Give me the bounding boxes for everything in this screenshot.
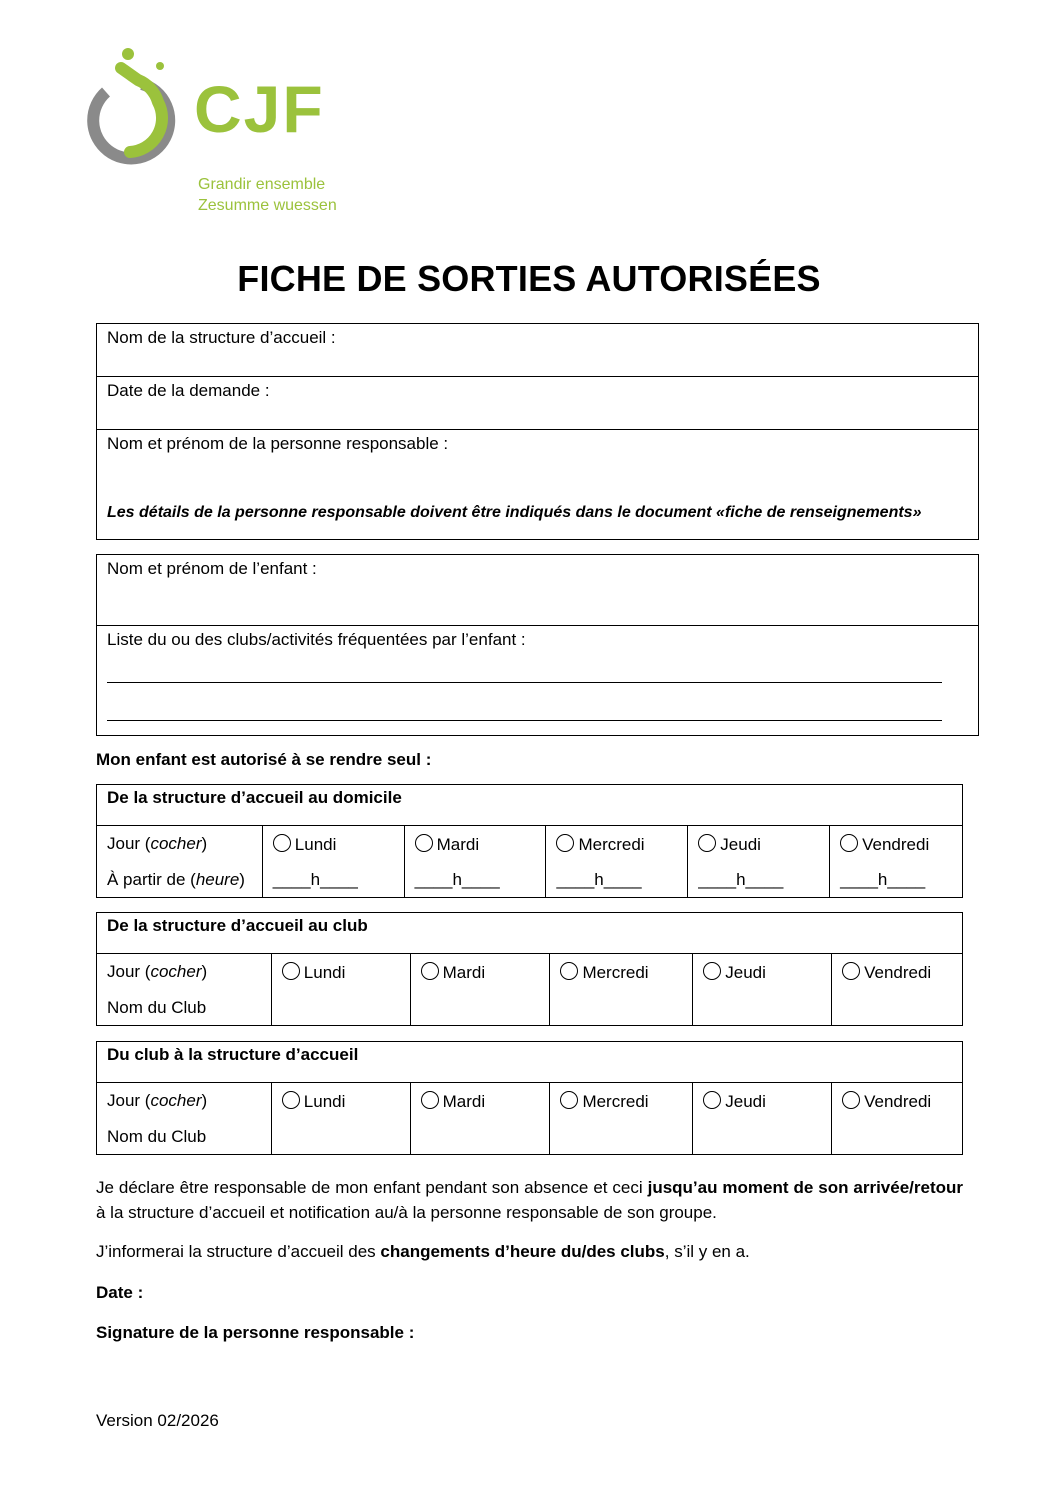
child-info-table [96,554,979,736]
row-labels [97,1083,272,1155]
day-cell-jeudi[interactable] [693,1083,832,1155]
day-cell-vendredi[interactable] [832,954,963,1026]
day-checkbox-mardi[interactable]: Mardi [415,834,480,855]
day-cell-vendredi[interactable] [832,1083,963,1155]
time-field-mardi[interactable]: ____h____ [414,870,500,889]
radio-circle-icon[interactable] [282,1091,300,1109]
day-checkbox-lundi[interactable]: Lundi [273,834,337,855]
day-cell-jeudi [688,826,830,898]
authorized-heading: Mon enfant est autorisé à se rendre seul : [96,750,432,769]
day-checkbox-vendredi[interactable]: Vendredi [840,834,929,855]
signature-label: Signature de la personne responsable : [96,1323,415,1342]
logo-brand: CJF [194,72,325,146]
radio-circle-icon[interactable] [556,834,574,852]
day-checkbox-mardi[interactable]: Mardi [421,1091,486,1112]
time-field-jeudi[interactable]: ____h____ [698,870,784,889]
day-label: Jour (cocher) [107,1091,208,1110]
cjf-logo [86,40,366,220]
from-label: À partir de (heure) [107,870,245,889]
radio-circle-icon[interactable] [273,834,291,852]
clubs-entry-line-1[interactable] [107,682,942,683]
schedule-from-club-table [96,1041,963,1155]
day-cell-mercredi[interactable] [550,1083,693,1155]
responsible-note: Les détails de la personne responsable doivent être indiqués dans le document «fiche de renseignements» [107,504,922,521]
time-field-vendredi[interactable]: ____h____ [840,870,926,889]
day-checkbox-vendredi[interactable]: Vendredi [842,962,931,983]
schedule-to-club-table [96,912,963,1026]
day-cell-lundi[interactable] [271,954,410,1026]
radio-circle-icon[interactable] [703,962,721,980]
row-labels [97,954,272,1026]
day-cell-mercredi[interactable] [550,954,693,1026]
structure-name-field[interactable] [97,324,979,377]
radio-circle-icon[interactable] [560,962,578,980]
schedule-home-table [96,784,963,898]
club-name-label: Nom du Club [107,998,207,1017]
clubs-list-label: Liste du ou des clubs/activités fréquentées par l’enfant : [107,630,526,649]
section-title: De la structure d’accueil au domicile [97,785,963,826]
logo-emblem-icon [86,40,196,170]
row-labels [97,826,263,898]
day-checkbox-mercredi[interactable]: Mercredi [556,834,644,855]
request-date-field[interactable] [97,377,979,430]
radio-circle-icon[interactable] [698,834,716,852]
day-checkbox-mercredi[interactable]: Mercredi [560,1091,648,1112]
child-name-field[interactable] [97,555,979,626]
day-checkbox-jeudi[interactable]: Jeudi [703,962,766,983]
radio-circle-icon[interactable] [840,834,858,852]
day-label: Jour (cocher) [107,962,208,981]
page-title: FICHE DE SORTIES AUTORISÉES [237,258,821,299]
radio-circle-icon[interactable] [703,1091,721,1109]
day-checkbox-lundi[interactable]: Lundi [282,1091,346,1112]
day-cell-lundi[interactable] [271,1083,410,1155]
date-label: Date : [96,1283,144,1302]
section-title: Du club à la structure d’accueil [97,1042,963,1083]
day-cell-vendredi [830,826,963,898]
day-cell-jeudi[interactable] [693,954,832,1026]
declaration-text: Je déclare être responsable de mon enfant pendant son absence et ceci jusqu’au moment de son arrivée/retour à la structure d’accueil et notification au/à la personne responsable de son groupe. [96,1178,964,1222]
day-checkbox-lundi[interactable]: Lundi [282,962,346,983]
responsible-name-label: Nom et prénom de la personne responsable : [107,434,449,453]
radio-circle-icon[interactable] [842,1091,860,1109]
version-label: Version 02/2026 [96,1411,219,1430]
radio-circle-icon[interactable] [282,962,300,980]
section-title: De la structure d’accueil au club [97,913,963,954]
day-cell-lundi [262,826,404,898]
day-cell-mardi[interactable] [410,954,550,1026]
clubs-list-field[interactable] [97,626,979,736]
radio-circle-icon[interactable] [421,1091,439,1109]
radio-circle-icon[interactable] [421,962,439,980]
inform-text: J’informerai la structure d’accueil des changements d’heure du/des clubs, s’il y en a. [96,1242,750,1261]
club-name-label: Nom du Club [107,1127,207,1146]
time-field-lundi[interactable]: ____h____ [272,870,358,889]
structure-name-label: Nom de la structure d’accueil : [107,328,336,347]
child-name-label: Nom et prénom de l’enfant : [107,559,317,578]
logo-tagline-2: Zesumme wuessen [198,197,337,214]
request-date-label: Date de la demande : [107,381,270,400]
radio-circle-icon[interactable] [842,962,860,980]
day-checkbox-mardi[interactable]: Mardi [421,962,486,983]
clubs-entry-line-2[interactable] [107,720,942,721]
radio-circle-icon[interactable] [560,1091,578,1109]
structure-info-table [96,323,979,540]
day-checkbox-mercredi[interactable]: Mercredi [560,962,648,983]
day-checkbox-jeudi[interactable]: Jeudi [698,834,761,855]
day-cell-mardi[interactable] [410,1083,550,1155]
radio-circle-icon[interactable] [415,834,433,852]
day-checkbox-jeudi[interactable]: Jeudi [703,1091,766,1112]
day-cell-mardi [404,826,546,898]
time-field-mercredi[interactable]: ____h____ [556,870,642,889]
day-label: Jour (cocher) [107,834,208,853]
responsible-name-field[interactable] [97,430,979,540]
logo-tagline-1: Grandir ensemble [198,176,326,193]
day-checkbox-vendredi[interactable]: Vendredi [842,1091,931,1112]
day-cell-mercredi [546,826,688,898]
